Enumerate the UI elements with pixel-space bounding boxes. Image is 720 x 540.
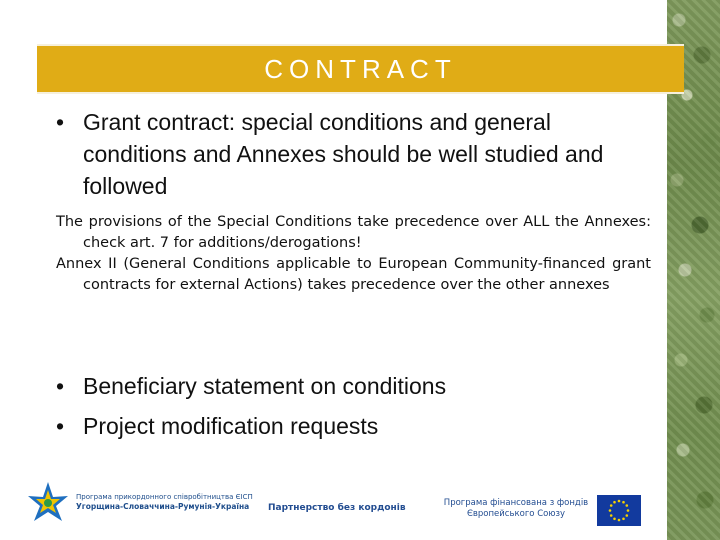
eu-funding-text: [441, 498, 591, 520]
partnership-slogan: Партнерство без кордонів: [268, 503, 406, 513]
paragraph: The provisions of the Special Conditions take precedence over ALL the Annexes: check art. 7 for additions/derogations!: [56, 214, 651, 251]
footer: [0, 480, 667, 540]
paragraph: Annex II (General Conditions applicable to European Community-financed grant contracts for external Actions) takes precedence over the other annexes: [56, 256, 651, 293]
program-logo-icon: [24, 480, 72, 528]
program-name-line2: Угорщина-Словаччина-Румунія-Україна: [76, 502, 250, 511]
bullet-dot: •: [56, 413, 65, 439]
eu-funding-line1: Програма фінансована з фондів: [443, 498, 589, 508]
bullet-text: Beneficiary statement on conditions: [83, 373, 447, 399]
bullet-dot: •: [56, 373, 65, 399]
bullet-text: Project modification requests: [83, 413, 379, 439]
bullet-text: Grant contract: special conditions and general conditions and Annexes should be well studied and followed: [83, 109, 604, 199]
slide-title: CONTRACT: [264, 53, 457, 84]
program-name-line1: Програма прикордонного співробітництва ЄІСП: [76, 493, 253, 501]
slide-content: [56, 106, 651, 296]
bullet-item: [56, 370, 651, 402]
bullet-dot: •: [56, 109, 65, 135]
bullet-item: [56, 106, 651, 202]
title-bar: [37, 44, 684, 94]
bottom-bullet-list: [56, 370, 651, 450]
bullet-item: [56, 410, 651, 442]
eu-flag-icon: [597, 495, 641, 526]
program-name: [76, 493, 253, 511]
eu-funding-line2: Європейського Союзу: [466, 509, 566, 519]
